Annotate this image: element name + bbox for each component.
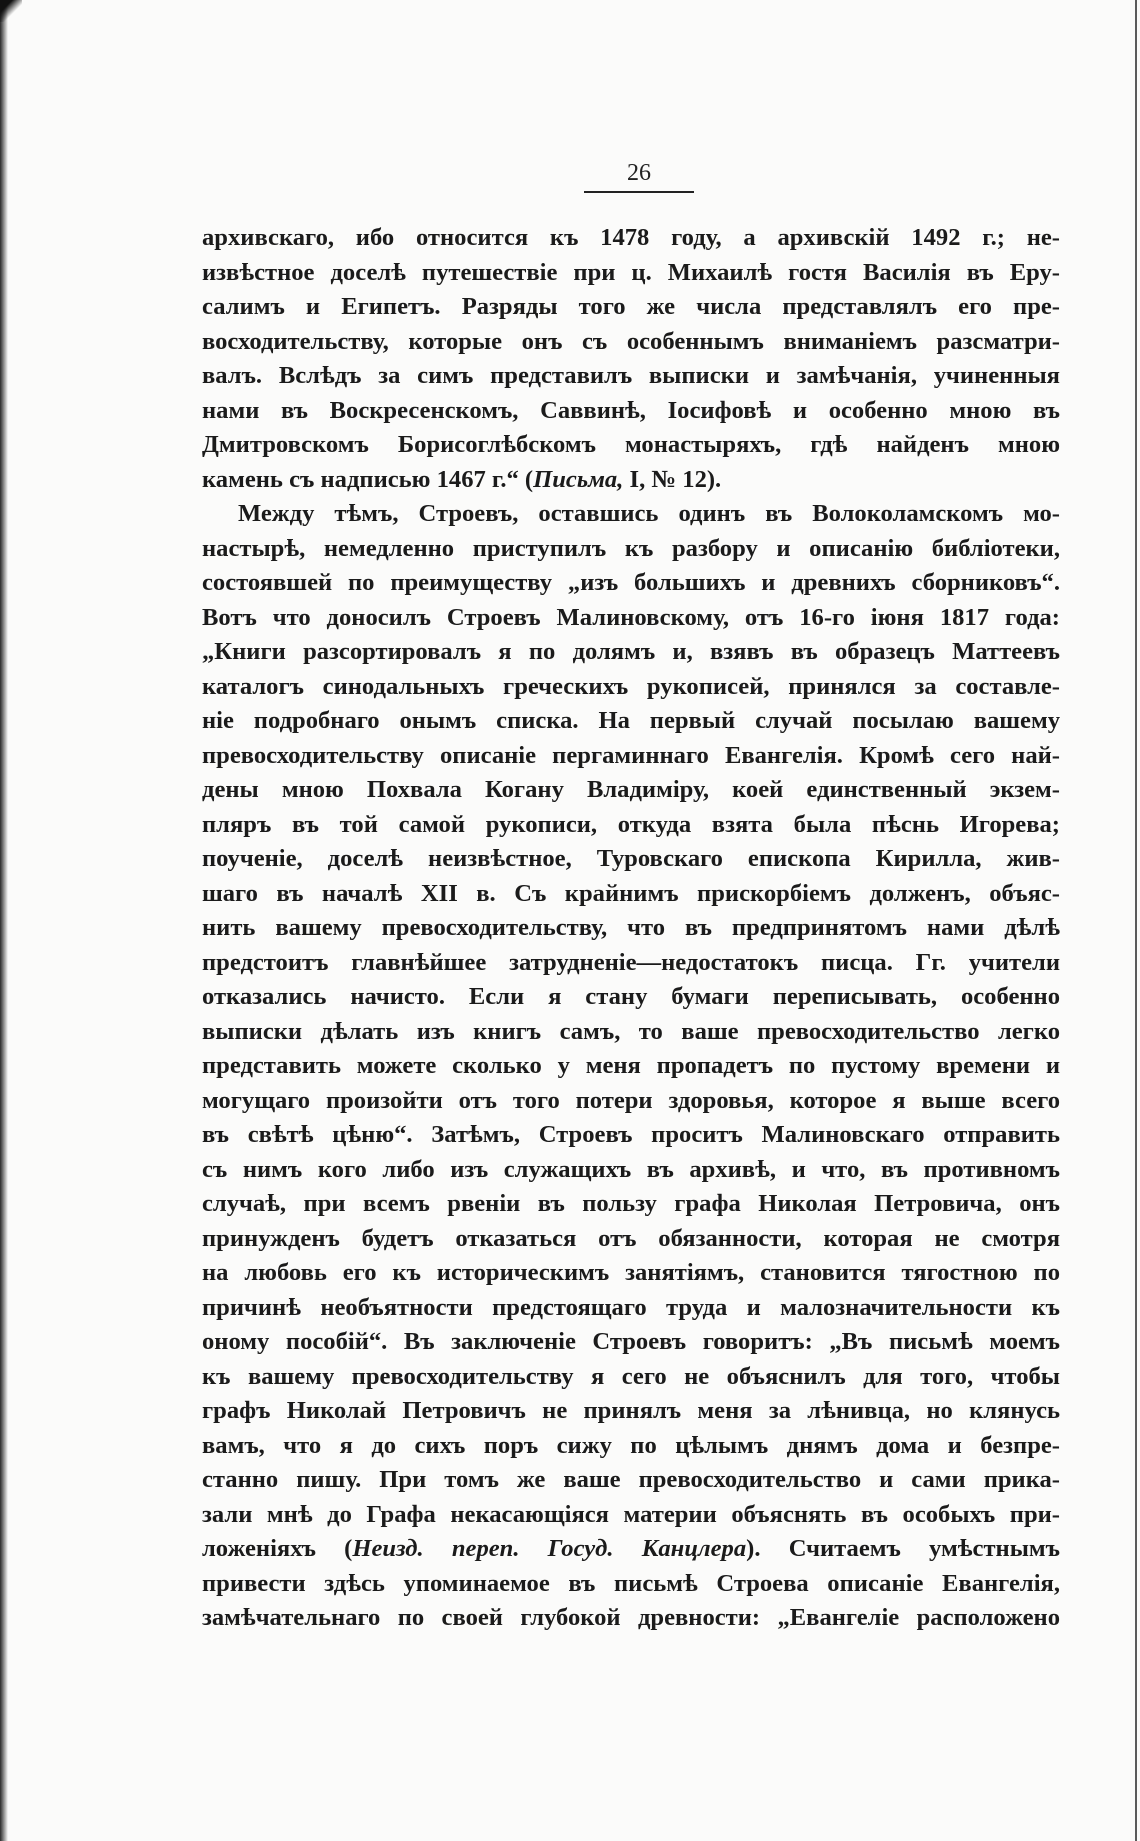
text-segment: зали мнѣ до Графа некасающіяся материи объяснять въ особыхъ при- xyxy=(202,1500,1060,1528)
text-line xyxy=(202,497,1060,532)
text-line xyxy=(202,704,1060,739)
text-line xyxy=(202,1187,1060,1222)
text-segment: состоявшей по преимуществу „изъ большихъ и древнихъ сборниковъ“. xyxy=(202,569,1060,596)
scan-left-edge xyxy=(0,0,8,1841)
text-segment: ). Считаемъ умѣстнымъ xyxy=(746,1535,1060,1562)
text-line xyxy=(202,463,1060,498)
text-line xyxy=(202,946,1060,981)
text-line xyxy=(202,773,1060,808)
text-line xyxy=(202,1084,1060,1119)
text-line xyxy=(202,601,1060,636)
text-segment: извѣстное доселѣ путешествіе при ц. Михаилѣ гостя Василія въ Еру- xyxy=(202,258,1060,286)
text-segment: предстоитъ главнѣйшее затрудненіе—недостатокъ писца. Гг. учители xyxy=(202,948,1060,976)
text-segment: въ свѣтѣ цѣню“. Затѣмъ, Строевъ проситъ Малиновскаго отправить xyxy=(202,1121,1060,1148)
text-segment: на любовь его къ историческимъ занятіямъ, становится тягостною по xyxy=(202,1259,1060,1286)
text-segment: станно пишу. При томъ же ваше превосходительство и сами прика- xyxy=(202,1466,1060,1493)
text-segment: каталогъ синодальныхъ греческихъ рукописей, принялся за составле- xyxy=(202,672,1060,700)
text-line xyxy=(202,566,1060,601)
text-segment: превосходительству описаніе пергаминнаго Евангелія. Кромѣ сего най- xyxy=(202,741,1060,769)
text-segment: замѣчательнаго по своей глубокой древности: „Евангеліе расположено xyxy=(202,1604,1060,1631)
body-text xyxy=(202,221,1060,1636)
text-segment: вамъ, что я до сихъ поръ сижу по цѣлымъ днямъ дома и безпре- xyxy=(202,1431,1060,1459)
text-line xyxy=(202,1394,1060,1429)
text-line xyxy=(202,221,1060,256)
italic-citation: Неизд. переп. Госуд. Канцлера xyxy=(352,1535,747,1562)
text-segment: Вотъ что доносилъ Строевъ Малиновскому, отъ 16-го іюня 1817 года: xyxy=(202,603,1060,631)
text-segment: архивскаго, ибо относится къ 1478 году, а архивскій 1492 г.; не- xyxy=(202,224,1060,251)
scan-right-edge xyxy=(1135,0,1137,1841)
text-segment: салимъ и Египетъ. Разряды того же числа представлялъ его пре- xyxy=(202,293,1060,320)
text-segment: причинѣ необъятности предстоящаго труда и малозначительности къ xyxy=(202,1293,1060,1321)
text-segment: графъ Николай Петровичъ не принялъ меня за лѣнивца, но клянусь xyxy=(202,1397,1060,1424)
text-line xyxy=(202,256,1060,291)
text-segment: I, № 12). xyxy=(623,465,722,493)
text-segment: могущаго произойти отъ того потери здоровья, которое я выше всего xyxy=(202,1086,1060,1114)
page-number: 26 xyxy=(627,160,651,186)
text-segment: восходительству, которые онъ съ особеннымъ вниманіемъ разсматри- xyxy=(202,327,1060,355)
text-line xyxy=(202,325,1060,360)
text-segment: привести здѣсь упоминаемое въ письмѣ Строева описаніе Евангелія, xyxy=(202,1569,1060,1597)
text-line xyxy=(202,359,1060,394)
text-segment: дены мною Похвала Когану Владиміру, коей единственный экзем- xyxy=(202,776,1060,803)
text-line xyxy=(202,394,1060,429)
text-line xyxy=(202,635,1060,670)
text-line xyxy=(202,532,1060,567)
text-segment: представить можете сколько у меня пропадетъ по пустому времени и xyxy=(202,1052,1060,1079)
text-line xyxy=(202,1153,1060,1188)
text-line xyxy=(202,1463,1060,1498)
text-line xyxy=(202,670,1060,705)
text-segment: нами въ Воскресенскомъ, Саввинѣ, Іосифовѣ и особенно мною въ xyxy=(202,396,1060,424)
text-segment: „Книги разсортировалъ я по долямъ и, взявъ въ образецъ Маттеевъ xyxy=(202,638,1060,665)
text-line xyxy=(202,1325,1060,1360)
text-segment: съ нимъ кого либо изъ служащихъ въ архивѣ, и что, въ противномъ xyxy=(202,1155,1060,1183)
text-segment: нить вашему превосходительству, что въ предпринятомъ нами дѣлѣ xyxy=(202,914,1060,941)
text-line xyxy=(202,1049,1060,1084)
text-line xyxy=(202,1429,1060,1464)
text-line xyxy=(202,877,1060,912)
text-segment: настырѣ, немедленно приступилъ къ разбору и описанію библіотеки, xyxy=(202,534,1060,562)
text-line xyxy=(202,1567,1060,1602)
text-line xyxy=(202,739,1060,774)
text-segment: отказались начисто. Если я стану бумаги переписывать, особенно xyxy=(202,983,1060,1010)
text-segment: къ вашему превосходительству я сего не объяснилъ для того, чтобы xyxy=(202,1362,1060,1390)
text-line xyxy=(202,980,1060,1015)
text-line xyxy=(202,290,1060,325)
text-line xyxy=(202,1222,1060,1257)
text-segment: Дмитровскомъ Борисоглѣбскомъ монастыряхъ, гдѣ найденъ мною xyxy=(202,431,1060,458)
text-segment: выписки дѣлать изъ книгъ самъ, то ваше превосходительство легко xyxy=(202,1017,1060,1045)
text-segment: ложеніяхъ ( xyxy=(202,1535,353,1562)
text-line xyxy=(202,1601,1060,1636)
text-line xyxy=(202,1118,1060,1153)
scan-corner xyxy=(0,0,22,22)
text-line xyxy=(202,1291,1060,1326)
text-segment: поученіе, доселѣ неизвѣстное, Туровскаго епископа Кирилла, жив- xyxy=(202,845,1060,872)
text-line xyxy=(202,911,1060,946)
text-segment: принужденъ будетъ отказаться отъ обязанности, которая не смотря xyxy=(202,1224,1060,1252)
text-segment: валъ. Вслѣдъ за симъ представилъ выписки и замѣчанія, учиненныя xyxy=(202,362,1060,389)
text-line xyxy=(202,808,1060,843)
text-segment: камень съ надписью 1467 г.“ ( xyxy=(202,465,534,493)
text-line xyxy=(202,1256,1060,1291)
text-segment: Между тѣмъ, Строевъ, оставшись одинъ въ Волоколамскомъ мо- xyxy=(238,500,1060,527)
italic-citation: Письма, xyxy=(533,465,624,493)
text-line xyxy=(202,1498,1060,1533)
text-segment: пляръ въ той самой рукописи, откуда взята была пѣснь Игорева; xyxy=(202,810,1060,838)
text-line xyxy=(202,1015,1060,1050)
page-number-rule xyxy=(584,191,694,193)
text-line xyxy=(202,1532,1060,1567)
text-segment: ніе подробнаго онымъ списка. На первый случай посылаю вашему xyxy=(202,707,1060,734)
text-line xyxy=(202,1360,1060,1395)
text-segment: случаѣ, при всемъ рвеніи въ пользу графа Николая Петровича, онъ xyxy=(202,1190,1060,1217)
text-segment: шаго въ началѣ XII в. Съ крайнимъ прискорбіемъ долженъ, объяс- xyxy=(202,879,1060,907)
text-line xyxy=(202,842,1060,877)
text-line xyxy=(202,428,1060,463)
text-segment: оному пособій“. Въ заключеніе Строевъ говоритъ: „Въ письмѣ моемъ xyxy=(202,1328,1060,1355)
